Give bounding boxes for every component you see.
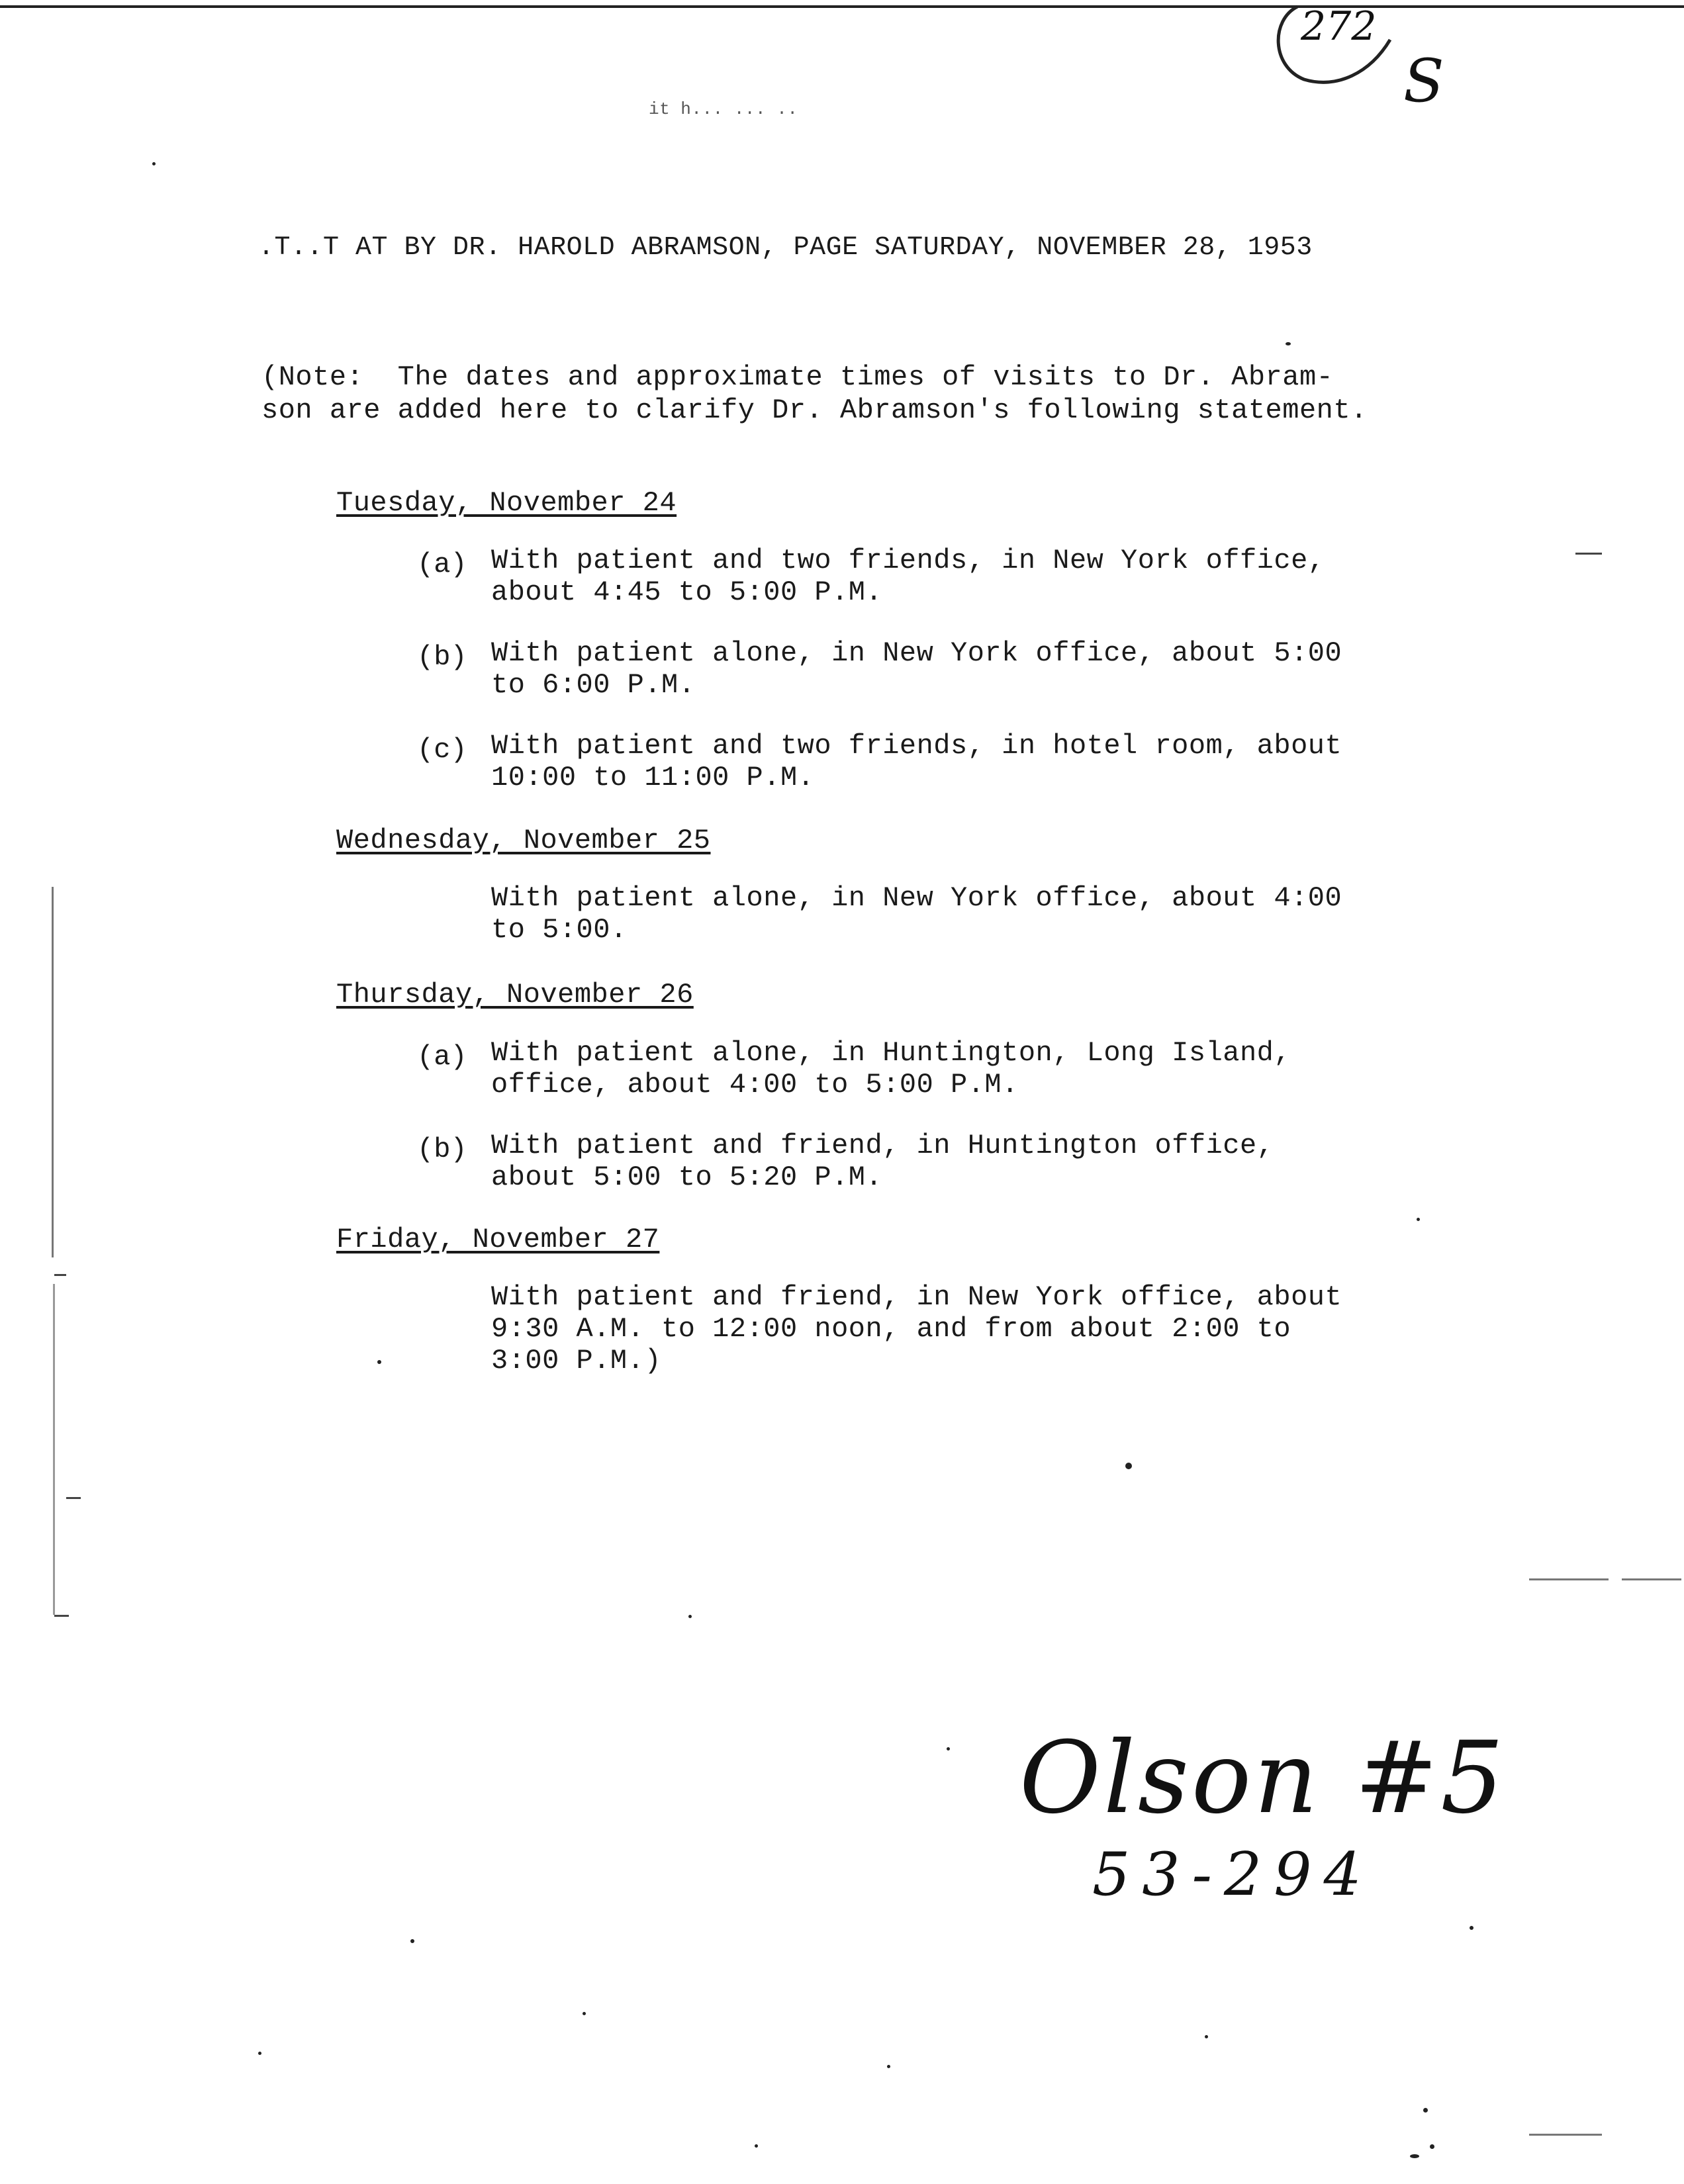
entry-line: to 6:00 P.M. — [491, 669, 696, 701]
entry-label: (c) — [417, 734, 467, 766]
scan-speck — [1205, 2035, 1208, 2038]
scan-speck — [377, 1360, 381, 1364]
top-border-line — [0, 5, 1684, 8]
scan-margin-tick — [66, 1497, 81, 1499]
corner-mark: S — [1403, 46, 1444, 116]
scan-speck — [1125, 1463, 1132, 1469]
handwritten-reference-number: 53-294 — [1092, 1840, 1374, 1909]
scan-margin-tick — [54, 1615, 69, 1617]
scan-speck — [887, 2065, 890, 2068]
scan-speck — [410, 1939, 414, 1943]
scan-speck — [1410, 2154, 1419, 2158]
entry-line: 3:00 P.M.) — [491, 1345, 662, 1377]
scan-speck — [1423, 2108, 1428, 2113]
entry-line: about 4:45 to 5:00 P.M. — [491, 576, 883, 608]
section-heading-friday: Friday, November 27 — [336, 1224, 660, 1255]
entry-line: With patient alone, in New York office, about 5:00 — [491, 637, 1342, 669]
entry-line: With patient and friend, in New York office, about — [491, 1281, 1342, 1313]
scan-margin-tick — [1529, 1578, 1609, 1580]
scan-speck — [1470, 1926, 1474, 1930]
entry-line: With patient alone, in New York office, about 4:00 — [491, 882, 1342, 914]
scan-margin-line — [53, 1284, 55, 1615]
circled-number: 272 — [1301, 3, 1377, 50]
entry-line: office, about 4:00 to 5:00 P.M. — [491, 1069, 1019, 1101]
entry-label: (a) — [417, 1041, 467, 1073]
scan-margin-tick — [1575, 553, 1602, 555]
entry-line: to 5:00. — [491, 914, 628, 946]
scan-speck — [1286, 342, 1291, 345]
entry-label: (b) — [417, 1134, 467, 1165]
scan-speck — [688, 1615, 692, 1618]
scan-margin-tick — [54, 1274, 66, 1276]
scan-speck — [755, 2144, 758, 2148]
scan-margin-tick — [1622, 1578, 1681, 1580]
section-heading-thursday: Thursday, November 26 — [336, 979, 694, 1011]
scan-speck — [152, 162, 156, 165]
section-heading-wednesday: Wednesday, November 25 — [336, 825, 711, 856]
entry-label: (a) — [417, 549, 467, 580]
entry-line: With patient alone, in Huntington, Long Island, — [491, 1037, 1291, 1069]
scan-speck — [1417, 1218, 1420, 1221]
scan-margin-tick — [1529, 2134, 1602, 2136]
handwritten-signature: Olson #5 — [1019, 1721, 1507, 1836]
scan-speck — [258, 2052, 261, 2055]
note-line-2: son are added here to clarify Dr. Abramson's following statement. — [261, 394, 1368, 426]
entry-line: With patient and two friends, in hotel room, about — [491, 730, 1342, 762]
scan-margin-line — [52, 887, 54, 1257]
entry-line: 9:30 A.M. to 12:00 noon, and from about 2:00 to — [491, 1313, 1291, 1345]
header-smudge: it h... ... .. — [649, 99, 798, 119]
scan-speck — [1430, 2144, 1434, 2149]
scan-speck — [947, 1747, 950, 1751]
scan-speck — [583, 2012, 586, 2015]
entry-line: With patient and two friends, in New York office, — [491, 545, 1325, 576]
entry-line: 10:00 to 11:00 P.M. — [491, 762, 815, 794]
section-heading-tuesday: Tuesday, November 24 — [336, 487, 677, 519]
entry-line: about 5:00 to 5:20 P.M. — [491, 1161, 883, 1193]
document-title: .T..T AT BY DR. HAROLD ABRAMSON, PAGE SATURDAY, NOVEMBER 28, 1953 — [258, 233, 1313, 263]
entry-line: With patient and friend, in Huntington office, — [491, 1130, 1274, 1161]
entry-label: (b) — [417, 641, 467, 673]
note-line-1: (Note: The dates and approximate times of visits to Dr. Abram- — [261, 361, 1334, 393]
